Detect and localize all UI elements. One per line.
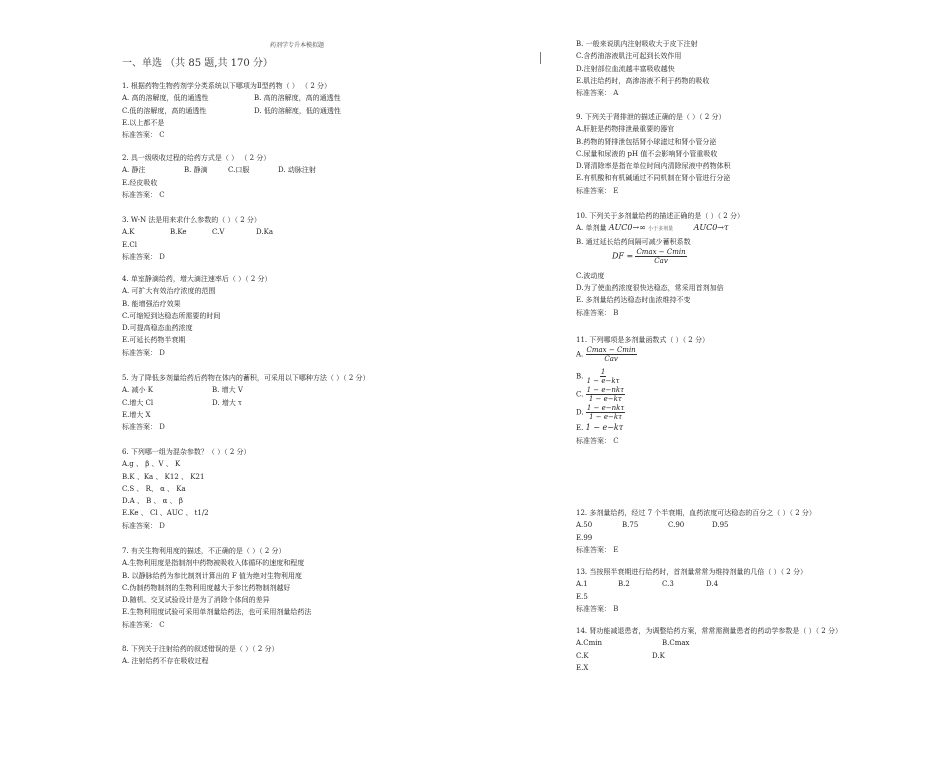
formula-denominator: 1 − e−kτ	[589, 413, 622, 422]
option-b: B. 以静脉给药为参比制剂计算出的 F 值为绝对生物利用度	[122, 571, 302, 580]
question-6	[122, 446, 251, 532]
option-d: D.注射部位血流越丰富吸收越快	[576, 64, 675, 73]
option-c: C.增大 Cl	[122, 398, 154, 407]
question-2	[122, 152, 316, 201]
option-d: D.4	[706, 580, 719, 589]
formula-denominator: 1 − e−kτ	[588, 395, 622, 404]
option-b: B.75	[622, 521, 639, 530]
option-c: C.波动度	[576, 271, 605, 280]
df-denominator: Cav	[654, 256, 668, 265]
option-c: C.	[576, 390, 584, 399]
option-b: B.2	[618, 580, 630, 589]
option-d: D.K	[652, 651, 665, 660]
formula-numerator: Cmax − Cmin	[586, 346, 636, 355]
option-a: A. 静注	[122, 166, 146, 175]
option-b: B.Cmax	[662, 639, 690, 648]
question-11	[576, 334, 709, 447]
df-formula-lhs: DF =	[612, 251, 634, 261]
option-d: D.Ka	[256, 228, 273, 237]
option-c: C.口服	[228, 166, 250, 175]
answer: 标准答案： E	[576, 186, 619, 195]
option-a: A. 高的溶解度，低的通透性	[122, 94, 209, 103]
option-d: D.肾清除率是指在单位时间内清除尿液中药物体积	[576, 162, 731, 171]
option-a: A.K	[122, 228, 135, 237]
option-e: E.X	[576, 663, 589, 672]
option-b-formula	[586, 368, 621, 385]
option-c: C.低的溶解度，高的通透性	[122, 106, 207, 115]
option-a: A. 减小 K	[122, 386, 153, 395]
option-c: C.可缩短到达稳态所需要的时间	[122, 311, 221, 320]
option-c: C.V	[212, 228, 225, 237]
question-stem: 6. 下列哪一组为混杂参数？（ ）（ 2 分）	[122, 448, 251, 456]
option-c-formula	[586, 386, 625, 403]
question-stem: 2. 具一级吸收过程的给药方式是（ ） （ 2 分）	[122, 154, 271, 162]
option-e: E.可延长药物半衰期	[122, 336, 186, 345]
option-c: C.含药油溶液肌注可起到长效作用	[576, 52, 682, 61]
section-title: 一、单选 （共 85 题,共 170 分）	[122, 58, 273, 69]
option-b: B.Ke	[170, 228, 187, 237]
answer: 标准答案： D	[122, 423, 165, 432]
answer: 标准答案： C	[576, 436, 619, 445]
option-e: E.生物利用度试验可采用单剂量给药法，也可采用剂量给药法	[122, 608, 312, 617]
question-8	[122, 643, 279, 668]
question-9	[576, 111, 731, 197]
option-e: E.Cl	[122, 240, 137, 249]
option-d: D. 动脉注射	[278, 166, 316, 175]
answer: 标准答案： B	[576, 308, 619, 317]
option-b: B. 静滴	[184, 166, 208, 175]
option-a-formula	[586, 346, 637, 363]
option-c: C.伪制药物制剂的生物利用度越大于参比药物制剂越好	[122, 583, 291, 592]
question-stem: 13. 当按照半衰期进行给药时，首剂量常常为维持剂量的几倍（ ）（ 2 分）	[576, 568, 807, 576]
answer: 标准答案： A	[576, 89, 619, 98]
df-numerator: Cmax − Cmin	[636, 247, 686, 256]
auc-single-formula: AUC0→∞	[608, 223, 646, 233]
option-d: D.为了使血药浓度很快达稳态，常采用首剂加倍	[576, 284, 724, 293]
option-d: D. 增大 τ	[212, 398, 242, 407]
option-e: E.肌注给药时，高渗溶液不利于药物的吸收	[576, 76, 710, 85]
question-14	[576, 625, 842, 674]
option-c: C.S 、 R、 α 、 Ka	[122, 484, 186, 493]
divider-mark	[540, 52, 541, 64]
question-3	[122, 214, 273, 263]
answer: 标准答案： C	[122, 131, 165, 140]
option-e: E. 多剂量给药达稳态时血浓维持不变	[576, 296, 691, 305]
formula-denominator: 1 − e−kτ	[586, 377, 620, 386]
option-a: A.1	[576, 580, 588, 589]
option-e: E.有机酸和有机碱通过不同机制在肾小管进行分泌	[576, 174, 731, 183]
option-d: D.A 、 B 、 α 、 β	[122, 497, 183, 506]
auc-multi-formula: AUC0→τ	[693, 223, 729, 233]
question-10	[576, 210, 744, 319]
option-e: E.以上都不是	[122, 118, 165, 127]
option-a: A. 可扩大有效治疗浓度的范围	[122, 287, 216, 296]
question-stem: 4. 单室静滴给药，增大滴注速率后（ ）（ 2 分）	[122, 275, 272, 283]
question-stem: 11. 下列哪项是多剂量函数式（ ）（ 2 分）	[576, 336, 709, 344]
option-e: E.	[576, 424, 584, 433]
question-7	[122, 545, 311, 631]
question-stem: 8. 下列关于注射给药的叙述错误的是（ ）（ 2 分）	[122, 645, 279, 653]
option-d: D.95	[712, 521, 729, 530]
answer: 标准答案： C	[122, 190, 165, 199]
option-a: A.g 、 β 、V 、 K	[122, 460, 181, 469]
auc-comparison-text: 小于多剂量	[648, 226, 674, 233]
formula-numerator: 1 − e−nkτ	[586, 386, 624, 395]
option-a: A.肝脏是药物排泄最重要的器官	[576, 125, 675, 134]
answer: 标准答案： C	[122, 620, 165, 629]
option-b: B. 能增强治疗效果	[122, 299, 181, 308]
option-b: B.K 、Ka 、 K12 、 K21	[122, 472, 205, 481]
option-d: D. 低的溶解度，低的通透性	[254, 106, 341, 115]
answer: 标准答案： D	[122, 348, 165, 357]
question-stem: 14. 肾功能减退患者，为调整给药方案，常常需测量患者的药动学参数是（ ）（ 2 分）	[576, 627, 842, 635]
option-a: A. 单剂量	[576, 224, 607, 233]
question-stem: 1. 根据药物生物药剂学分类系统以下哪项为Ⅱ型药物（ ） （ 2 分）	[122, 82, 332, 90]
question-5	[122, 372, 370, 433]
answer: 标准答案： D	[122, 252, 165, 261]
formula-numerator: 1	[600, 368, 606, 377]
option-b: B. 一般来说肌内注射吸收大于皮下注射	[576, 40, 698, 48]
option-d: D.随机、交叉试验设计是为了消除个体间的差异	[122, 596, 270, 605]
answer: 标准答案： D	[122, 521, 165, 530]
question-13	[576, 566, 807, 615]
question-1	[122, 80, 341, 141]
option-b: B.药物的肾排泄包括肾小球滤过和肾小管分泌	[576, 137, 717, 146]
option-b: B. 高的溶解度，高的通透性	[254, 94, 341, 103]
question-12	[576, 507, 816, 556]
option-d-formula	[586, 404, 625, 421]
answer: 标准答案： E	[576, 545, 619, 554]
question-4	[122, 273, 272, 359]
document-title: 药剂学专升本模拟题	[270, 42, 325, 49]
question-8-continued	[576, 38, 709, 99]
option-c: C.尿量和尿液的 pH 值不会影响肾小管重吸收	[576, 149, 718, 158]
option-b: B. 通过延长给药间隔可减少蓄积系数	[576, 237, 691, 246]
option-a: A. 注射给药不存在吸收过程	[122, 657, 209, 666]
option-a: A.Cmin	[576, 639, 603, 648]
option-e: E.经皮吸收	[122, 178, 158, 187]
formula-denominator: Cav	[604, 355, 618, 364]
option-d: D.	[576, 408, 584, 417]
formula-numerator: 1 − e−nkτ	[586, 404, 625, 413]
question-stem: 7. 有关生物利用度的描述，不正确的是（ ）（ 2 分）	[122, 547, 286, 555]
question-stem: 10. 下列关于多剂量给药的描述正确的是（ ）（ 2 分）	[576, 212, 744, 220]
question-stem: 3. W-N 法是用来求什么参数的（ ）（ 2 分）	[122, 216, 261, 224]
option-c: C.90	[668, 521, 685, 530]
option-a: A.生物利用度是指制剂中药物被吸收入体循环的速度和程度	[122, 559, 305, 568]
question-stem: 5. 为了降低多剂量给药后药物在体内的蓄积，可采用以下哪种方法（ ）（ 2 分）	[122, 374, 370, 382]
option-e: E.增大 X	[122, 410, 151, 419]
option-e: E.5	[576, 592, 588, 601]
question-stem: 9. 下列关于肾排泄的描述正确的是（ ）（ 2 分）	[576, 113, 726, 121]
df-fraction	[635, 248, 686, 265]
option-e: E.Ke 、 Cl 、AUC 、 t1/2	[122, 509, 209, 518]
option-d: D.可提高稳态血药浓度	[122, 324, 193, 333]
option-b: B.	[576, 372, 584, 381]
option-c: C.3	[662, 580, 674, 589]
option-c: C.K	[576, 651, 589, 660]
option-e-formula: 1 − e−kτ	[585, 423, 624, 433]
option-e: E.99	[576, 533, 593, 542]
option-a: A.50	[576, 521, 593, 530]
question-stem: 12. 多剂量给药，经过 7 个半衰期，血药浓度可达稳态的百分之（ ）（ 2 分）	[576, 509, 816, 517]
option-b: B. 增大 V	[212, 386, 243, 395]
option-a: A.	[576, 350, 584, 359]
answer: 标准答案： B	[576, 604, 619, 613]
